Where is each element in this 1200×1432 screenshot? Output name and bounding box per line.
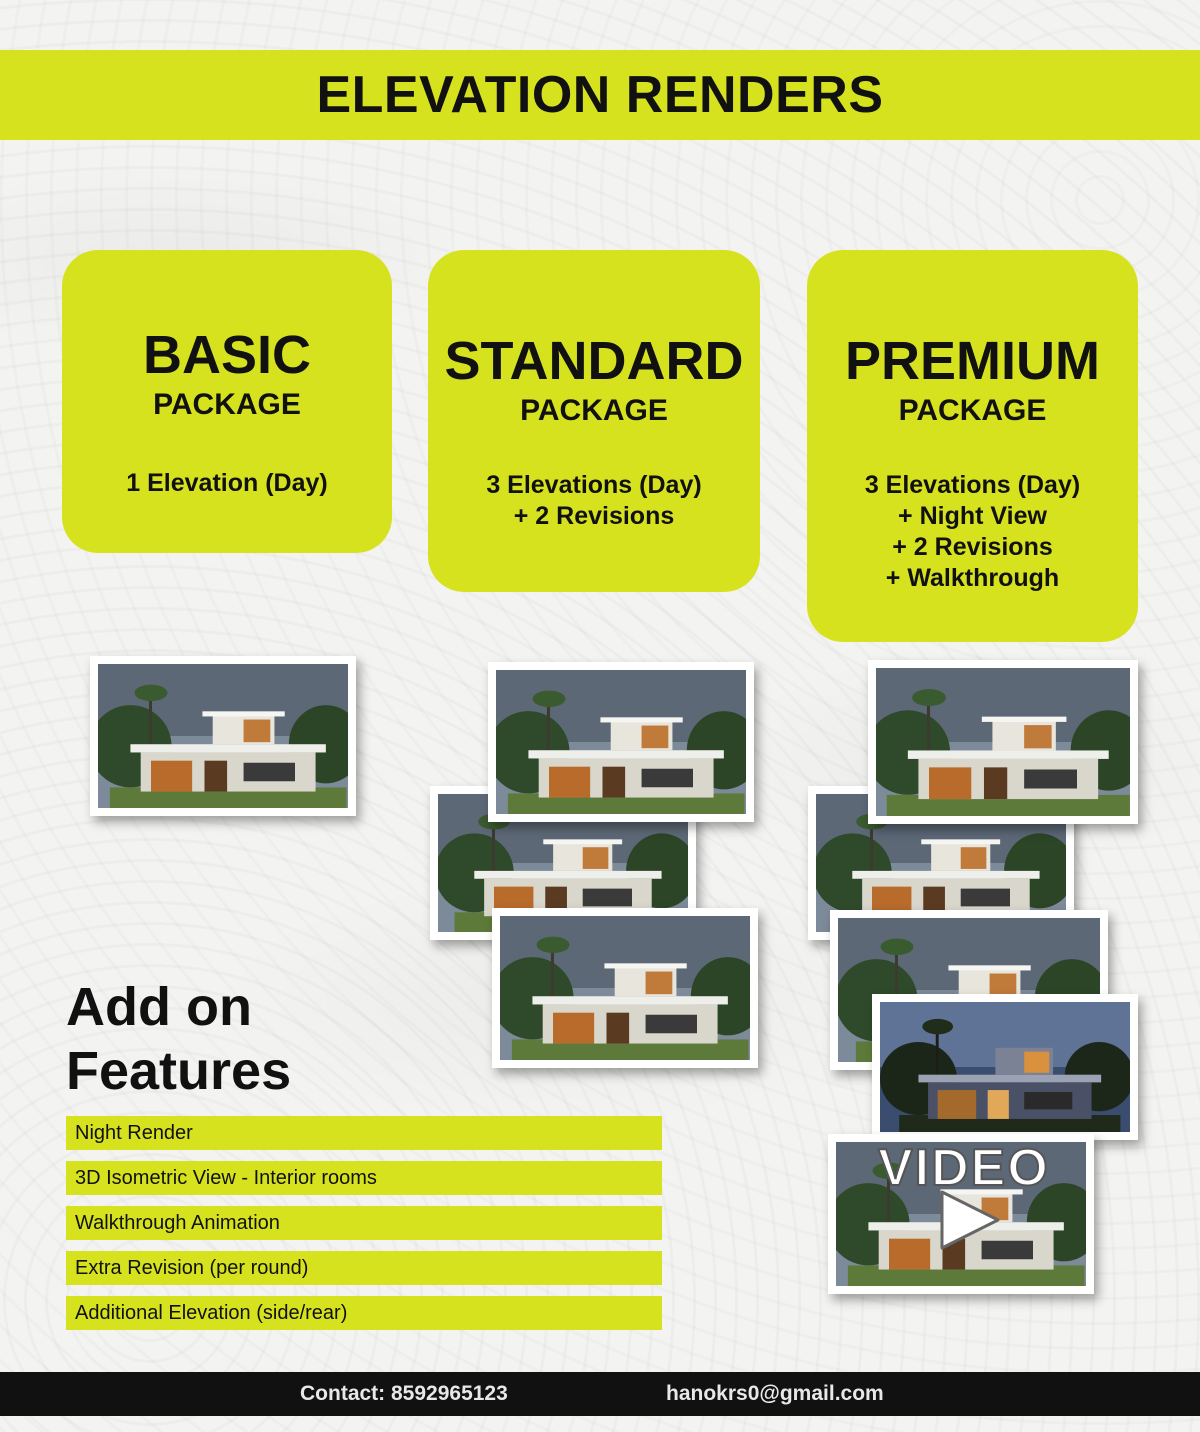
addons-title [66, 975, 291, 1103]
package-feature: + 2 Revisions [513, 502, 675, 530]
footer [0, 1372, 1200, 1416]
package-feature: 3 Elevations (Day) [864, 471, 1081, 499]
play-icon[interactable] [938, 1188, 1002, 1252]
addons-title-line2: Features [66, 1041, 292, 1101]
render-thumbnail [492, 908, 758, 1068]
render-thumbnail [868, 660, 1138, 824]
standard-package-card [428, 250, 760, 592]
package-name: STANDARD [444, 331, 744, 391]
package-subtitle: PACKAGE [520, 394, 668, 427]
package-feature: 3 Elevations (Day) [486, 471, 702, 499]
addon-item: Extra Revision (per round) [66, 1251, 662, 1285]
addons-title-line1: Add on [66, 977, 252, 1037]
package-name: PREMIUM [845, 331, 1100, 391]
render-thumbnail [488, 662, 754, 822]
addon-item: Night Render [66, 1116, 662, 1150]
package-subtitle: PACKAGE [898, 394, 1047, 427]
page-title: ELEVATION RENDERS [316, 66, 884, 124]
contact-email[interactable]: hanokrs0@gmail.com [666, 1382, 884, 1405]
header-band [0, 50, 1200, 140]
night-render-thumbnail [872, 994, 1138, 1140]
addon-item: Additional Elevation (side/rear) [66, 1296, 662, 1330]
video-label: VIDEO [878, 1139, 1050, 1197]
package-name: BASIC [142, 325, 311, 385]
package-feature: 1 Elevation (Day) [126, 469, 328, 497]
package-feature: + Night View [898, 502, 1047, 530]
package-subtitle: PACKAGE [153, 388, 301, 421]
addons-list [66, 1116, 662, 1341]
premium-package-card [807, 250, 1138, 642]
contact-phone: Contact: 8592965123 [300, 1382, 508, 1405]
basic-package-card [62, 250, 392, 553]
package-feature: + Walkthrough [885, 564, 1060, 592]
addon-item: Walkthrough Animation [66, 1206, 662, 1240]
addon-item: 3D Isometric View - Interior rooms [66, 1161, 662, 1195]
render-thumbnail [90, 656, 356, 816]
package-feature: + 2 Revisions [892, 533, 1053, 561]
